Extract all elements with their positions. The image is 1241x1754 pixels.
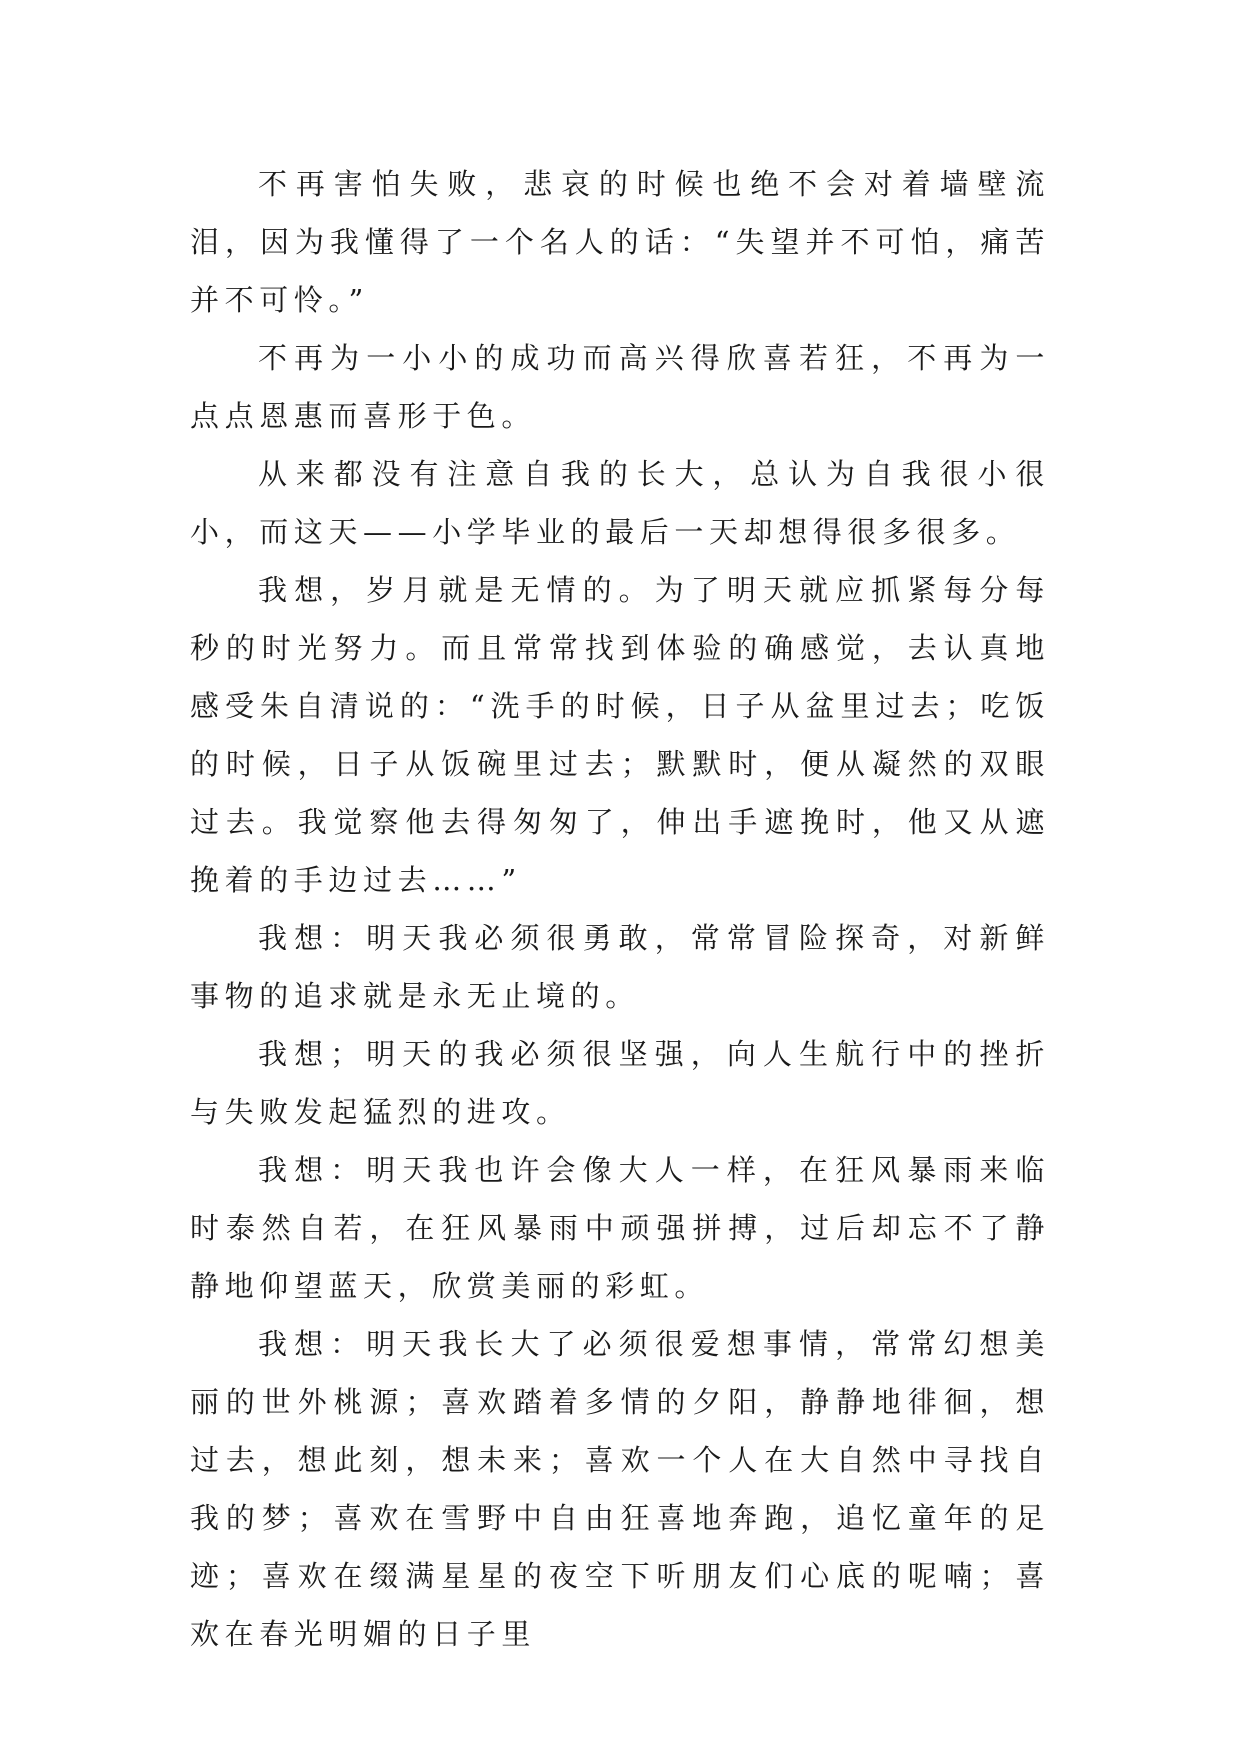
- paragraph: 我想：明天我长大了必须很爱想事情，常常幻想美丽的世外桃源；喜欢踏着多情的夕阳，静静地徘徊，想过去，想此刻，想未来；喜欢一个人在大自然中寻找自我的梦；喜欢在雪野中自由狂喜地奔跑，追忆童年的足迹；喜欢在缀满星星的夜空下听朋友们心底的呢喃；喜欢在春光明媚的日子里: [190, 1327, 1050, 1651]
- paragraph: 从来都没有注意自我的长大，总认为自我很小很小，而这天——小学毕业的最后一天却想得很多很多。: [190, 457, 1050, 549]
- paragraph: 我想，岁月就是无情的。为了明天就应抓紧每分每秒的时光努力。而且常常找到体验的确感觉，去认真地感受朱自清说的：“洗手的时候，日子从盆里过去；吃饭的时候，日子从饭碗里过去；默默时，便从凝然的双眼过去。我觉察他去得匆匆了，伸出手遮挽时，他又从遮挽着的手边过去……”: [190, 573, 1050, 897]
- paragraph: 不再害怕失败，悲哀的时候也绝不会对着墙壁流泪，因为我懂得了一个名人的话：“失望并不可怕，痛苦并不可怜。”: [190, 167, 1050, 317]
- paragraph: 我想；明天的我必须很坚强，向人生航行中的挫折与失败发起猛烈的进攻。: [190, 1037, 1050, 1129]
- paragraph: 我想：明天我也许会像大人一样，在狂风暴雨来临时泰然自若，在狂风暴雨中顽强拼搏，过后却忘不了静静地仰望蓝天，欣赏美丽的彩虹。: [190, 1153, 1050, 1303]
- document-body: [190, 155, 1050, 1663]
- paragraph: 不再为一小小的成功而高兴得欣喜若狂，不再为一点点恩惠而喜形于色。: [190, 341, 1050, 433]
- paragraph: 我想：明天我必须很勇敢，常常冒险探奇，对新鲜事物的追求就是永无止境的。: [190, 921, 1050, 1013]
